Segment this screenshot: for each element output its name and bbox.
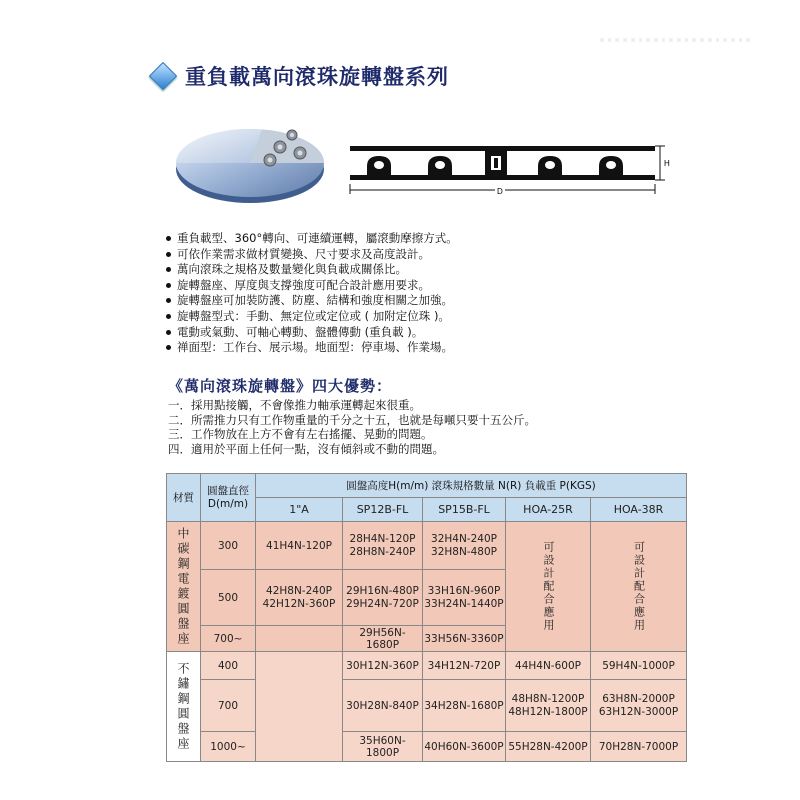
table-cell: 41H4N-120P	[256, 522, 343, 570]
table-row	[167, 732, 687, 762]
table-cell: 55H28N-4200P	[506, 732, 591, 762]
spec-header: 圓盤高度H(m/m) 滾珠規格數量 N(R) 負載重 P(KGS)	[256, 474, 687, 498]
feature-list	[165, 231, 458, 356]
list-item: 可依作業需求做材質變換、尺寸要求及高度設計。	[165, 247, 458, 263]
list-item: 萬向滾珠之規格及數量變化與負載成關係比。	[165, 262, 458, 278]
list-item: 旋轉盤型式：手動、無定位或定位或 ( 加附定位珠 )。	[165, 309, 458, 325]
table-cell: 30H28N-840P	[343, 680, 423, 732]
table-cell: 32H4N-240P 32H8N-480P	[423, 522, 506, 570]
table-header-row	[167, 474, 687, 498]
table-cell: 70H28N-7000P	[591, 732, 687, 762]
column-header: 1"A	[256, 498, 343, 522]
spec-table	[166, 473, 687, 762]
group-label: 中碳鋼電鍍圓盤座	[167, 522, 201, 652]
table-cell: 400	[201, 652, 256, 680]
table-cell: 48H8N-1200P 48H12N-1800P	[506, 680, 591, 732]
table-cell: 700~	[201, 626, 256, 652]
table-cell: 1000~	[201, 732, 256, 762]
table-cell	[256, 652, 343, 762]
table-row	[167, 680, 687, 732]
group-label: 不鏽鋼圓盤座	[167, 652, 201, 762]
product-photo	[170, 105, 330, 215]
list-item: 一．採用點接觸，不會像推力軸承運轉起來很重。	[168, 398, 421, 412]
table-cell: 33H56N-3360P	[423, 626, 506, 652]
list-item: 重負載型、360°轉向、可連續運轉，屬滾動摩擦方式。	[165, 231, 458, 247]
table-cell: 700	[201, 680, 256, 732]
list-item: 旋轉盤座、厚度與支撐強度可配合設計應用要求。	[165, 278, 458, 294]
table-cell: 500	[201, 570, 256, 626]
table-cell: 34H28N-1680P	[423, 680, 506, 732]
page-title: 重負載萬向滾珠旋轉盤系列	[185, 65, 449, 89]
list-item: 二．所需推力只有工作物重量的千分之十五，也就是每噸只要十五公斤。	[168, 412, 536, 427]
table-cell: 59H4N-1000P	[591, 652, 687, 680]
table-cell: 34H12N-720P	[423, 652, 506, 680]
column-header: HOA-25R	[506, 498, 591, 522]
material-header: 材質	[167, 474, 201, 522]
title-row	[147, 60, 449, 92]
table-cell: 30H12N-360P	[343, 652, 423, 680]
advantages-heading: 《萬向滾珠旋轉盤》四大優勢：	[168, 377, 393, 395]
list-item: 四．適用於平面上任何一點，沒有傾斜或不動的問題。	[168, 441, 444, 456]
table-cell: 33H16N-960P 33H24N-1440P	[423, 570, 506, 626]
list-item: 電動或氣動、可軸心轉動、盤體傳動 (重負載 )。	[165, 325, 458, 341]
table-cell: 300	[201, 522, 256, 570]
table-cell: 35H60N-1800P	[343, 732, 423, 762]
list-item: 三．工作物放在上方不會有左右搖擺、晃動的問題。	[168, 427, 433, 441]
table-cell: 42H8N-240P 42H12N-360P	[256, 570, 343, 626]
diameter-dim-label: D	[497, 187, 503, 196]
table-cell: 28H4N-120P 28H8N-240P	[343, 522, 423, 570]
column-header: SP15B-FL	[423, 498, 506, 522]
table-row	[167, 652, 687, 680]
table-cell: 40H60N-3600P	[423, 732, 506, 762]
diameter-header: 圓盤直徑 D(m/m)	[201, 474, 256, 522]
list-item: 禅面型：工作台、展示場。地面型：停車場、作業場。	[165, 340, 458, 356]
design-note-cell: 可設計配合應用	[591, 522, 687, 652]
table-cell: 44H4N-600P	[506, 652, 591, 680]
table-cell	[256, 626, 343, 652]
table-row	[167, 522, 687, 570]
diamond-bullet-icon	[149, 62, 177, 90]
table-cell: 29H16N-480P 29H24N-720P	[343, 570, 423, 626]
design-note-cell: 可設計配合應用	[506, 522, 591, 652]
column-header: SP12B-FL	[343, 498, 423, 522]
column-header: HOA-38R	[591, 498, 687, 522]
table-cell: 29H56N-1680P	[343, 626, 423, 652]
advantages-list	[168, 398, 536, 456]
decorative-dots	[600, 38, 750, 44]
height-dim-label: H	[664, 159, 670, 168]
technical-drawing	[345, 138, 675, 198]
list-item: 旋轉盤座可加裝防護、防塵、結構和強度相關之加強。	[165, 293, 458, 309]
table-cell: 63H8N-2000P 63H12N-3000P	[591, 680, 687, 732]
